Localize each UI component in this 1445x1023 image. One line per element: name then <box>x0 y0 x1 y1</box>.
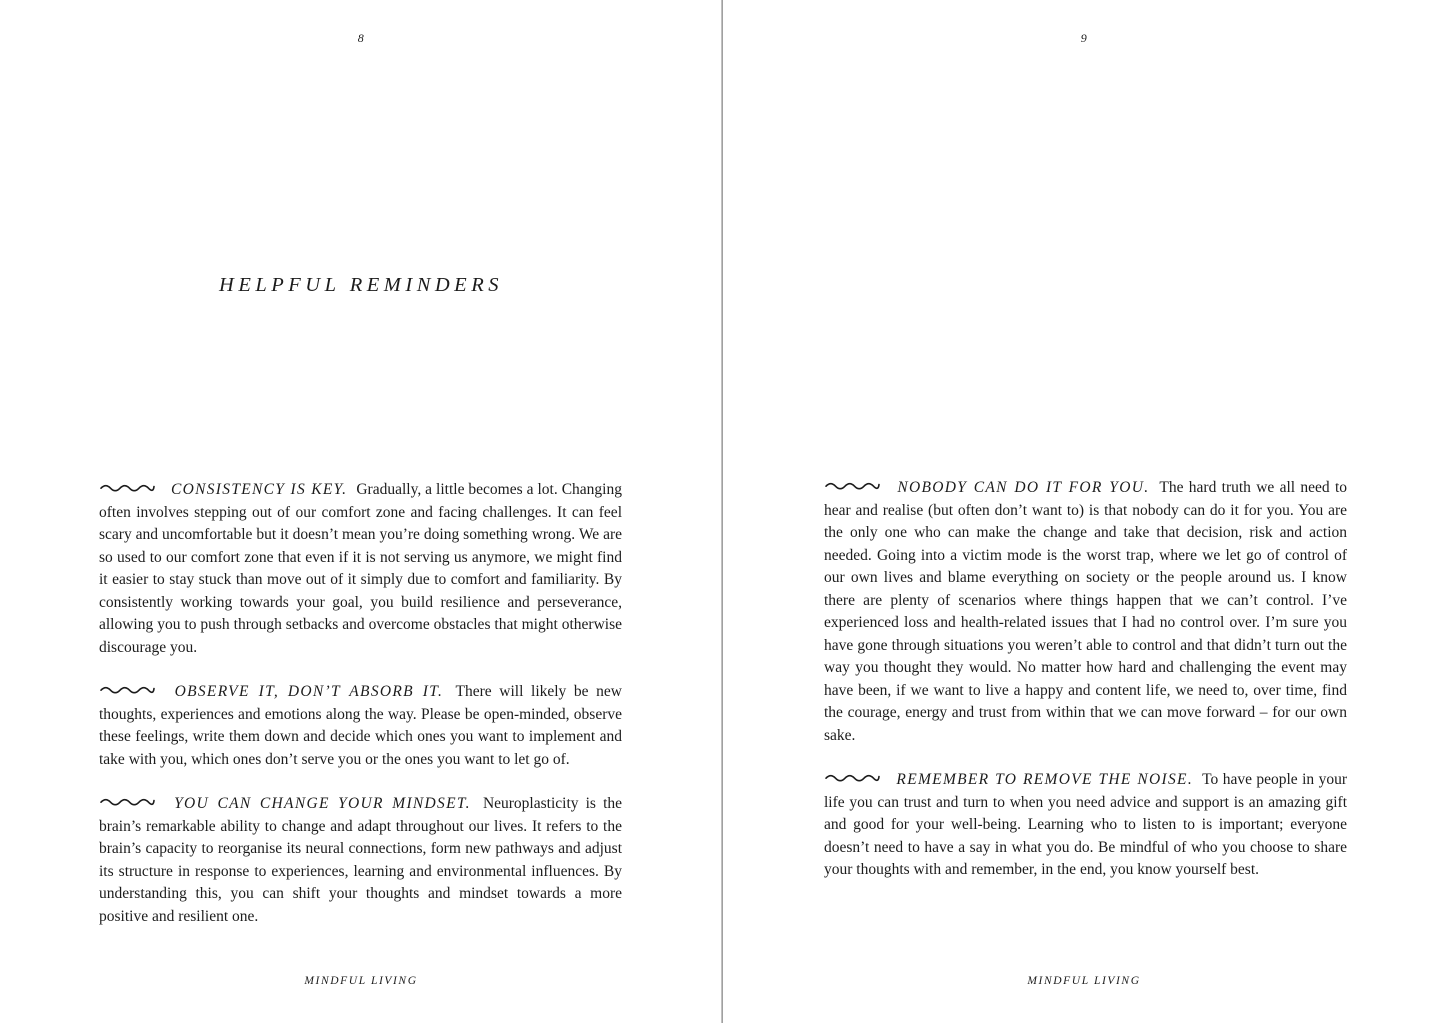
reminder-text: To have people in your life you can trust and turn to when you need advice and support is an amazing gift and good for your well-being. Learning who to listen to is important; everyone doesn’t need to have a say in what you do. Be mindful of who you choose to share your thoughts with and remember, in the end, you know yourself best. <box>824 771 1347 878</box>
reminder-heading: OBSERVE IT, DON’T ABSORB IT. <box>174 683 444 700</box>
reminder-text: Neuroplasticity is the brain’s remarkable ability to change and adapt throughout our lives. It refers to the brain’s capacity to reorganise its neural connections, form new pathways and adjust its structure in response to experiences, learning and environmental influences. By understanding this, you can shift your thoughts and mindset towards a more positive and resilient one. <box>99 795 623 925</box>
running-footer: MINDFUL LIVING <box>304 975 418 987</box>
wavy-line-icon <box>99 684 156 694</box>
wavy-line-icon <box>99 796 156 806</box>
wavy-line-icon <box>99 482 156 492</box>
page-number: 8 <box>357 31 365 45</box>
page-body <box>824 477 1347 882</box>
reminder-text: The hard truth we all need to hear and realise (but often don’t want to) is that nobody can do it for you. You are the only one who can make the change and take that decision, risk and action needed. Going into a victim mode is the worst trap, where we let go of control of our own lives and blame everything on society or the people around us. I know there are plenty of scenarios where things happen that we can’t control. I’ve experienced loss and health-related issues that I had no control over. I’m sure you have gone through situations you weren’t able to control and that didn’t turn out the way you thought they would. No matter how hard and challenging the event may have been, if we want to live a happy and content life, we need to, over time, find the courage, energy and trust from within that we can move forward – for our own sake. <box>824 479 1348 744</box>
wavy-line-icon <box>824 772 881 782</box>
reminder-paragraph <box>99 479 622 659</box>
chapter-title: HELPFUL REMINDERS <box>219 274 503 296</box>
reminder-heading: NOBODY CAN DO IT FOR YOU. <box>897 479 1150 496</box>
page-body <box>99 479 622 928</box>
reminder-heading: YOU CAN CHANGE YOUR MINDSET. <box>174 795 471 812</box>
page-left <box>0 0 722 1023</box>
wavy-line-icon <box>824 480 881 490</box>
reminder-paragraph <box>824 769 1347 882</box>
reminder-text: There will likely be new thoughts, experiences and emotions along the way. Please be open-minded, observe these feelings, write them down and decide which ones you want to implement and take with you, which ones don’t serve you or the ones you want to let go of. <box>99 683 622 768</box>
page-number: 9 <box>1080 31 1088 45</box>
reminder-paragraph <box>99 793 622 928</box>
reminder-heading: REMEMBER TO REMOVE THE NOISE. <box>896 771 1193 788</box>
reminder-text: Gradually, a little becomes a lot. Changing often involves stepping out of our comfort zone and facing challenges. It can feel scary and uncomfortable but it doesn’t mean you’re doing something wrong. We are so used to our comfort zone that even if it is not serving us anymore, we might find it easier to stay stuck than move out of it simply due to comfort and familiarity. By consistently working towards your goal, you build resilience and perseverance, allowing you to push through setbacks and overcome obstacles that might otherwise discourage you. <box>99 481 622 656</box>
reminder-paragraph <box>824 477 1347 747</box>
reminder-paragraph <box>99 681 622 771</box>
reminder-heading: CONSISTENCY IS KEY. <box>170 481 348 498</box>
page-right <box>723 0 1445 1023</box>
running-footer: MINDFUL LIVING <box>1027 975 1141 987</box>
